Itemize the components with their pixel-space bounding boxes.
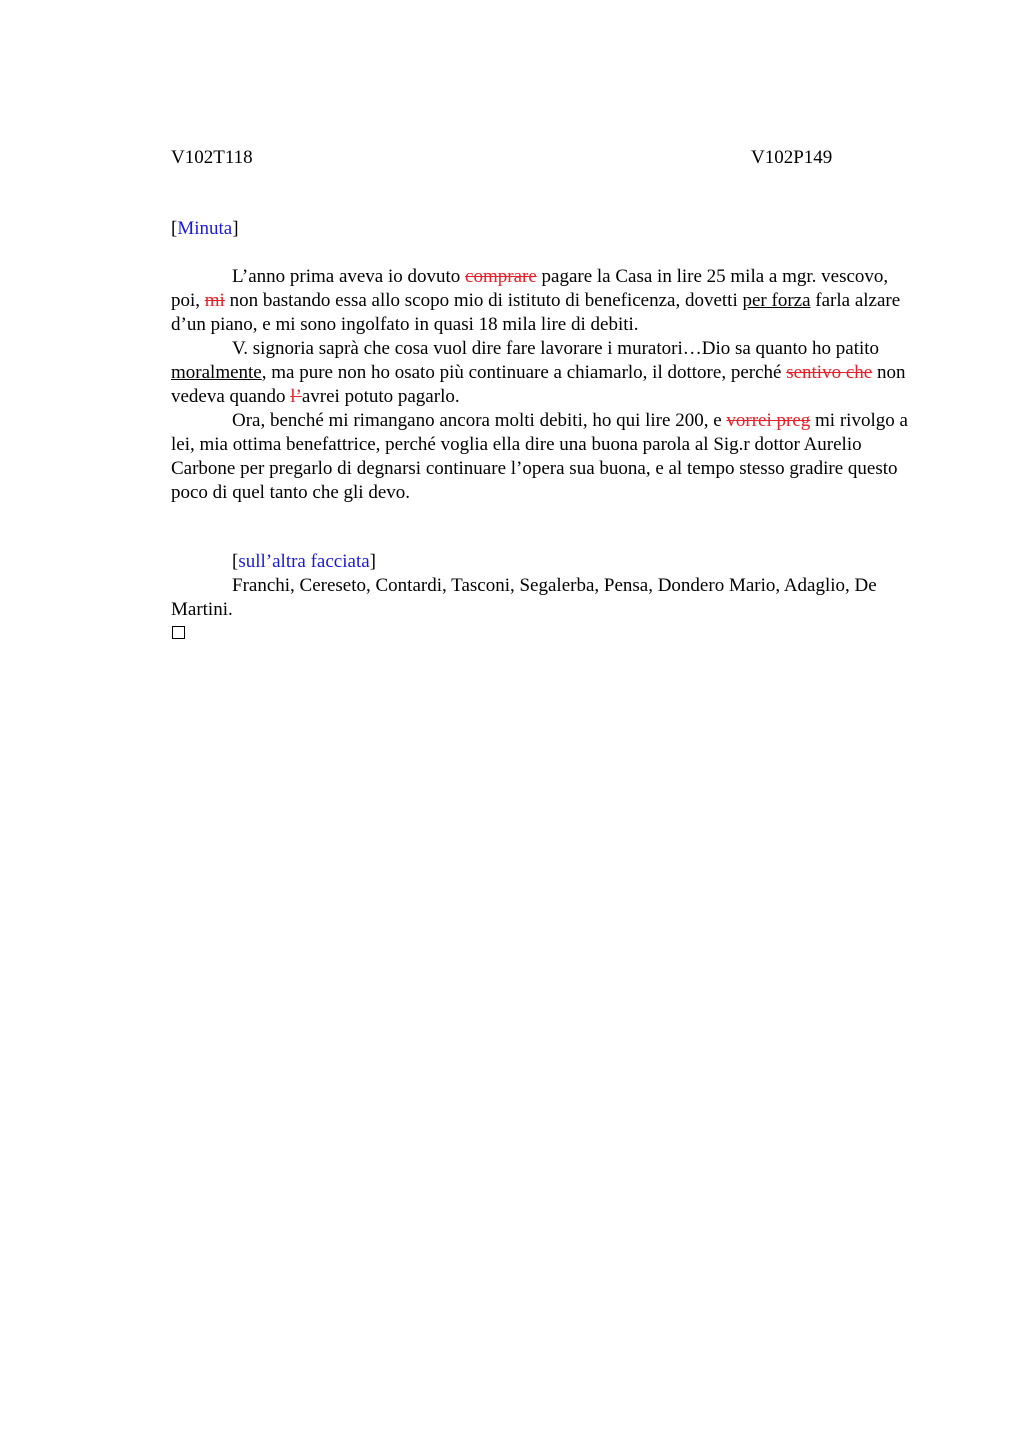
paragraph-3 bbox=[171, 409, 911, 505]
paragraph-1 bbox=[171, 265, 911, 337]
letter-body bbox=[171, 265, 911, 505]
checkbox-square-icon bbox=[172, 626, 185, 639]
section-open-bracket: [ bbox=[171, 218, 178, 239]
text-run: mi rivolgo a lei, mia ottima benefattrice, perché voglia ella dire una buona parola al Sig.r dottor Aurelio Carbone per pregarlo di degnarsi continuare l’opera sua buona, e al tempo stesso gradire questo poco di quel tanto che gli devo. bbox=[171, 410, 908, 503]
deleted-word: comprare bbox=[465, 266, 537, 287]
names-list: Franchi, Cereseto, Contardi, Tasconi, Segalerba, Pensa, Dondero Mario, Adaglio, De Martini. bbox=[171, 575, 877, 620]
deleted-word: vorrei preg bbox=[726, 410, 811, 431]
text-run: pagare la Casa in lire 25 mila a mgr. vescovo, poi, bbox=[171, 266, 889, 311]
text-run: L’anno prima aveva io dovuto bbox=[232, 266, 466, 287]
text-run: , ma pure non ho osato più continuare a chiamarlo, il dottore, perché bbox=[261, 362, 787, 383]
section-close-bracket: ] bbox=[232, 218, 239, 239]
text-run: avrei potuto pagarlo. bbox=[301, 386, 460, 407]
note-open-bracket: [ bbox=[232, 551, 239, 572]
document-code-right: V102P149 bbox=[751, 147, 833, 168]
text-run: farla alzare d’un piano, e mi sono ingolfato in quasi 18 mila lire di debiti. bbox=[171, 290, 901, 335]
deleted-word: sentivo che bbox=[786, 362, 873, 383]
section-label bbox=[171, 217, 239, 241]
text-run: non vedeva quando bbox=[171, 362, 906, 407]
note-close-bracket: ] bbox=[369, 551, 376, 572]
text-run: non bastando essa allo scopo mio di istituto di beneficenza, dovetti bbox=[224, 290, 743, 311]
deleted-word: mi bbox=[204, 290, 225, 311]
document-code-left: V102T118 bbox=[171, 147, 253, 168]
note-label bbox=[171, 550, 911, 574]
paragraph-2 bbox=[171, 337, 911, 409]
underlined-word: per forza bbox=[742, 290, 811, 311]
note-label-text: sull’altra facciata bbox=[238, 551, 370, 572]
section-label-text: Minuta bbox=[177, 218, 233, 239]
deleted-word: l’ bbox=[290, 386, 302, 407]
underlined-word: moralmente bbox=[171, 362, 262, 383]
other-side-note bbox=[171, 550, 911, 622]
text-run: V. signoria saprà che cosa vuol dire fare lavorare i muratori…Dio sa quanto ho patito bbox=[232, 338, 880, 359]
text-run: Ora, benché mi rimangano ancora molti debiti, ho qui lire 200, e bbox=[232, 410, 727, 431]
